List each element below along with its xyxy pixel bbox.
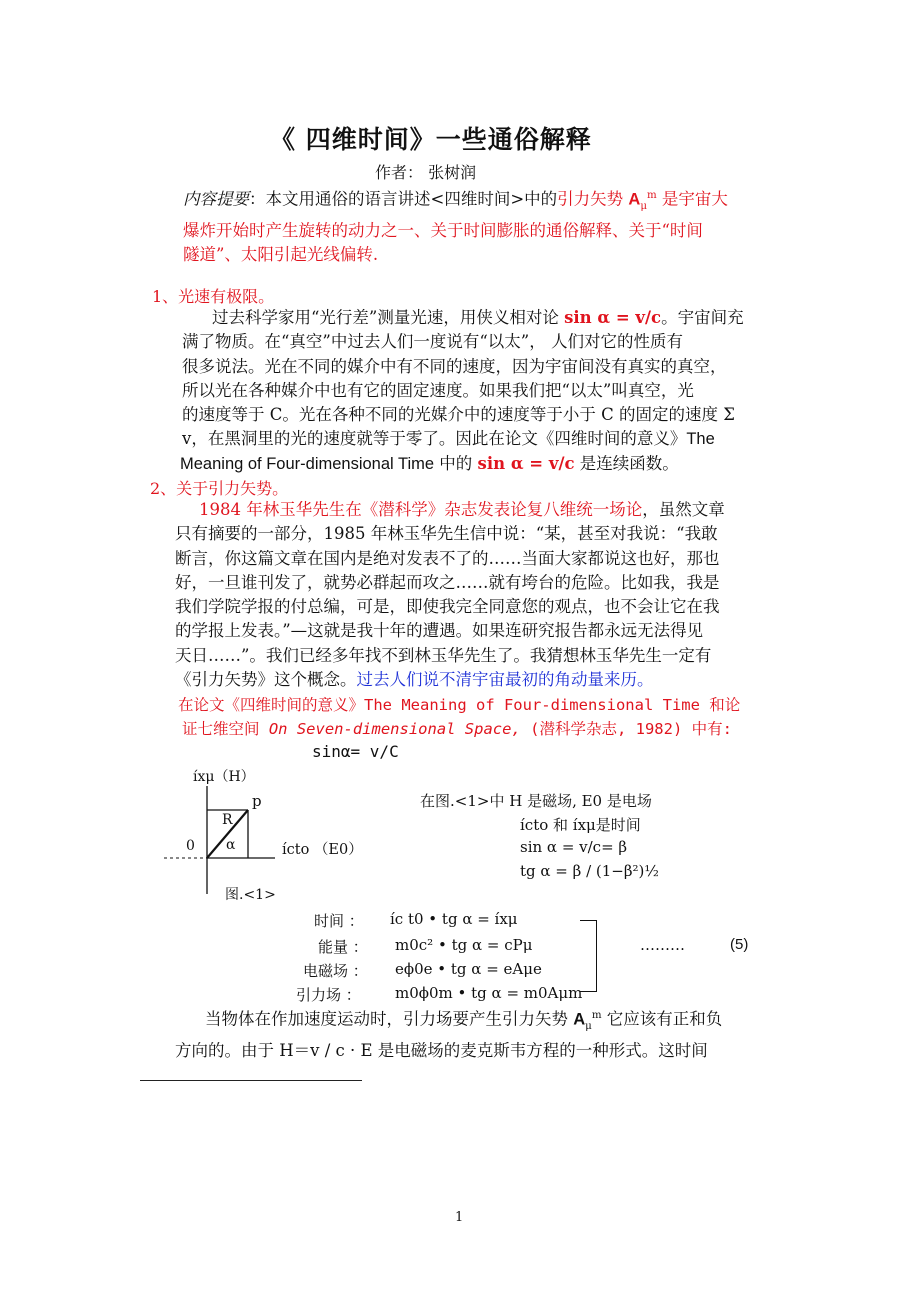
figure-label-origin: 0 xyxy=(186,838,195,854)
equation-label-em: 电磁场 ： xyxy=(303,962,368,980)
s1-line-6: v，在黑洞里的光的速度就等于零了。因此在论文《四维时间的意义》The xyxy=(182,429,715,449)
section-2-body xyxy=(175,498,785,692)
s1-line-2: 满了物质。在“真空”中过去人们一度说有“以太”， 人们对它的性质有 xyxy=(182,332,683,352)
section-1-heading: 1、光速有极限。 xyxy=(152,287,275,306)
equation-expr-gravity: m0ϕ0m • tg α = m0Aμm xyxy=(395,984,583,1002)
abstract-line-3: 隧道”、太阳引起光线偏转. xyxy=(183,245,379,265)
paper-reference-2: 证七维空间 On Seven-dimensional Space, (潜科学杂志, 1982) 中有: xyxy=(182,720,732,738)
page-title: 《 四维时间》一些通俗解释 xyxy=(270,125,592,154)
paper-title-en: Meaning of Four-dimensional Time xyxy=(180,454,435,473)
figure-x-label: ícto （E0） xyxy=(282,842,363,858)
figure-note-2: ícto 和 íxμ是时间 xyxy=(520,816,641,834)
figure-label-alpha: α xyxy=(226,837,236,853)
equation-label-energy: 能量 ： xyxy=(318,938,368,956)
symbol-sub: μ xyxy=(640,200,647,212)
paper-reference-1: 在论文《四维时间的意义》The Meaning of Four-dimensional Time 和论 xyxy=(178,696,741,714)
s2-line-5: 我们学院学报的付总编，可是，即使我完全同意您的观点，也不会让它在我 xyxy=(175,597,720,617)
s1-line-7: Meaning of Four-dimensional Time 中的 sin α = v/c 是连续函数。 xyxy=(180,453,679,473)
closing-line-1: 当物体在作加速度运动时，引力场要产生引力矢势 $A_\mu^m$ 它应该有正和负 xyxy=(205,1009,723,1032)
s2-line-7: 天日……”。我们已经多年找不到林玉华先生了。我猜想林玉华先生一定有 xyxy=(175,645,712,665)
abstract-highlight-rest: 是宇宙大 xyxy=(656,189,728,209)
symbol-sup: m xyxy=(646,190,657,201)
footnote-rule xyxy=(140,1080,362,1081)
abstract-line-1 xyxy=(183,184,783,219)
s2-line-3: 断言，你这篇文章在国内是绝对发表不了的……当面大家都说这也好，那也 xyxy=(175,548,720,568)
figure-label-p: p xyxy=(252,792,262,810)
equation-bracket xyxy=(580,920,597,992)
s1-line-5: 的速度等于 C。光在各种不同的光媒介中的速度等于小于 C 的固定的速度 Σ xyxy=(182,405,735,425)
s2-line-8: 《引力矢势》这个概念。过去人们说不清宇宙最初的角动量来历。 xyxy=(175,670,654,690)
figure-label-r: R xyxy=(222,812,233,828)
s1-line-3: 很多说法。光在不同的媒介中有不同的速度，因为宇宙间没有真实的真空， xyxy=(182,356,727,376)
s2-line-4: 好，一旦谁刊发了，就势必群起而攻之……就有垮台的危险。比如我，我是 xyxy=(175,572,720,592)
figure-caption: 图.<1> xyxy=(225,887,276,903)
equation-expr-em: eϕ0e • tg α = eAμe xyxy=(395,960,542,978)
section-2-heading: 2、关于引力矢势。 xyxy=(150,479,289,498)
s1-line-4: 所以光在各种媒介中也有它的固定速度。如果我们把“以太”叫真空，光 xyxy=(182,380,694,400)
page-number: 1 xyxy=(455,1210,464,1225)
formula-inline: sin α = v/c xyxy=(564,308,662,327)
closing-paragraph xyxy=(175,1004,785,1063)
figure-note-4: tg α = β / (1−β²)½ xyxy=(520,862,659,880)
s1-line-1: 过去科学家用“光行差”测量光速，用侠义相对论 sin α = v/c。宇宙间充 xyxy=(212,308,744,327)
abstract-text: ：本文用通俗的语言讲述<四维时间>中的 xyxy=(249,189,558,209)
s2-line-2: 只有摘要的一部分，1985 年林玉华先生信中说：“某，甚至对我说：“我敢 xyxy=(175,524,718,544)
figure-y-label: íxμ（H） xyxy=(193,769,255,785)
formula-inline-2: sin α = v/c xyxy=(477,453,575,473)
vector-potential-symbol-2: A xyxy=(573,1010,586,1029)
abstract-label: 内容提要 xyxy=(183,189,249,209)
equation-expr-time: íc t0 • tg α = íxμ xyxy=(390,910,518,928)
equation-label-time: 时间 ： xyxy=(314,912,364,930)
equation-dots: ……… xyxy=(640,936,685,954)
author-line: 作者： 张树润 xyxy=(375,163,477,182)
s2-line-1: 1984 年林玉华先生在《潜科学》杂志发表论复八维统一场论，虽然文章 xyxy=(199,500,725,519)
abstract-line-2: 爆炸开始时产生旋转的动力之一、关于时间膨胀的通俗解释、关于“时间 xyxy=(183,221,703,241)
equation-number: (5) xyxy=(730,936,749,953)
equation-expr-energy: m0c² • tg α = cPμ xyxy=(395,936,533,954)
centered-formula: sinα= v/C xyxy=(312,742,399,761)
equation-label-gravity: 引力场 ： xyxy=(296,986,361,1004)
closing-line-2: 方向的。由于 H＝v / c · E 是电磁场的麦克斯韦方程的一种形式。这时间 xyxy=(175,1041,708,1061)
figure-note-3: sin α = v/c= β xyxy=(520,838,628,856)
abstract xyxy=(183,184,783,268)
section-1-body xyxy=(182,306,782,476)
vector-potential-symbol: A xyxy=(628,190,641,209)
s2-line-6: 的学报上发表。”—这就是我十年的遭遇。如果连研究报告都永远无法得见 xyxy=(175,621,704,641)
figure-note-1: 在图.<1>中 H 是磁场, E0 是电场 xyxy=(420,792,652,810)
abstract-highlight: 引力矢势 xyxy=(557,189,629,209)
